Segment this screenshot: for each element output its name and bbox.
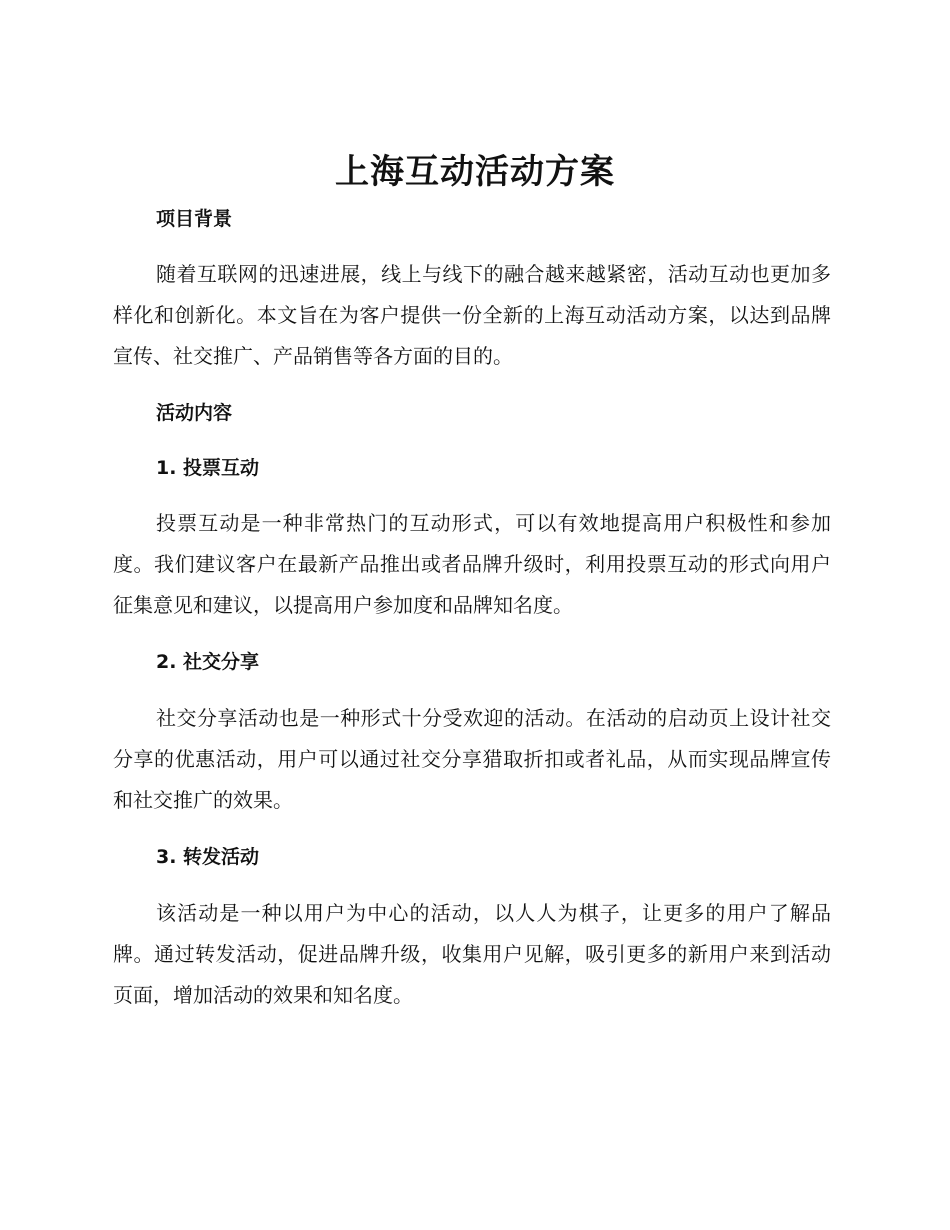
section-heading-social-sharing: 2. 社交分享	[156, 651, 260, 673]
section-paragraph-background: 随着互联网的迅速进展，线上与线下的融合越来越紧密，活动互动也更加多样化和创新化。本文旨在为客户提供一份全新的上海互动活动方案，以达到品牌宣传、社交推广、产品销售等各方面的目的。	[113, 262, 831, 368]
document-title: 上海互动活动方案	[335, 152, 615, 192]
section-paragraph-social-sharing: 社交分享活动也是一种形式十分受欢迎的活动。在活动的启动页上设计社交分享的优惠活动，用户可以通过社交分享猎取折扣或者礼品，从而实现品牌宣传和社交推广的效果。	[113, 706, 831, 812]
section-heading-voting: 1. 投票互动	[156, 457, 260, 479]
section-paragraph-forwarding: 该活动是一种以用户为中心的活动，以人人为棋子，让更多的用户了解品牌。通过转发活动，促进品牌升级，收集用户见解，吸引更多的新用户来到活动页面，增加活动的效果和知名度。	[113, 901, 831, 1007]
section-paragraph-voting: 投票互动是一种非常热门的互动形式，可以有效地提高用户积极性和参加度。我们建议客户在最新产品推出或者品牌升级时，利用投票互动的形式向用户征集意见和建议，以提高用户参加度和品牌知名度。	[113, 511, 831, 617]
section-heading-background: 项目背景	[156, 208, 233, 230]
section-heading-forwarding: 3. 转发活动	[156, 846, 260, 868]
section-heading-activity-content: 活动内容	[156, 402, 233, 424]
